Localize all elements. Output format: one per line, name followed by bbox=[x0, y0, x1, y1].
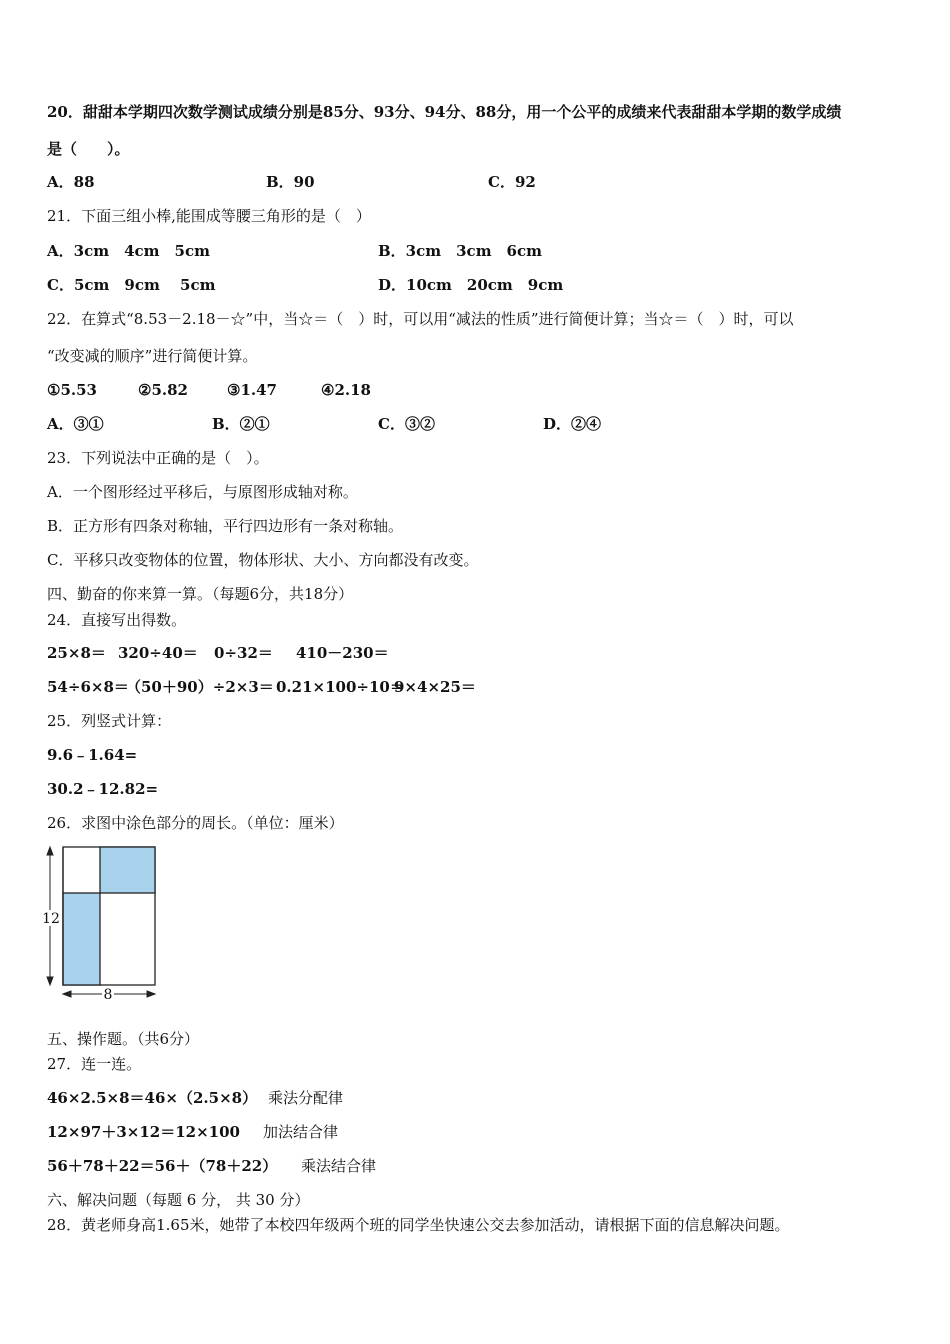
q27-right-item-2: 加法结合律 bbox=[263, 1123, 339, 1141]
q23-option-a: A．一个图形经过平移后，与原图形成轴对称。 bbox=[47, 483, 358, 501]
q25-item-2: 30.2﹣12.82= bbox=[47, 780, 159, 798]
q27-right-item-3: 乘法结合律 bbox=[301, 1157, 377, 1175]
section-4-heading: 四、勤奋的你来算一算。（每题6分，共18分） bbox=[47, 585, 354, 603]
section-5-heading: 五、操作题。（共6分） bbox=[47, 1030, 200, 1048]
q24-row2-item-3: 0.21×100÷10＝ bbox=[276, 678, 405, 696]
q27-left-item-2: 12×97＋3×12＝12×100 bbox=[47, 1123, 240, 1141]
width-arrow-right bbox=[147, 991, 155, 997]
q27-right-item-1: 乘法分配律 bbox=[268, 1089, 344, 1107]
q21-stem: 21．下面三组小棒,能围成等腰三角形的是（ ） bbox=[47, 207, 371, 225]
q22-choice-4: ④2.18 bbox=[321, 381, 371, 399]
q26-stem: 26．求图中涂色部分的周长。（单位：厘米） bbox=[47, 814, 344, 832]
q24-row1-item-1: 25×8＝ bbox=[47, 644, 106, 662]
q27-left-item-3: 56＋78＋22＝56＋（78＋22） bbox=[47, 1157, 278, 1175]
width-label: 8 bbox=[103, 987, 113, 1002]
q22-choice-2: ②5.82 bbox=[138, 381, 188, 399]
q22-option-a: A．③① bbox=[47, 415, 104, 433]
q24-row2-item-1: 54÷6×8＝ bbox=[47, 678, 129, 696]
q23-stem: 23．下列说法中正确的是（ ）。 bbox=[47, 449, 269, 467]
q22-choice-3: ③1.47 bbox=[227, 381, 277, 399]
q24-row1-item-3: 0÷32＝ bbox=[214, 644, 273, 662]
shaded-rect-left bbox=[63, 893, 100, 985]
q20-stem: 20．甜甜本学期四次数学测试成绩分别是85分、93分、94分、88分，用一个公平的成绩来代表甜甜本学期的数学成绩 bbox=[47, 103, 842, 121]
q23-option-b: B．正方形有四条对称轴，平行四边形有一条对称轴。 bbox=[47, 517, 404, 535]
q25-item-1: 9.6﹣1.64= bbox=[47, 746, 138, 764]
shaded-rect-top bbox=[100, 847, 155, 893]
q27-left-item-1: 46×2.5×8＝46×（2.5×8） bbox=[47, 1089, 258, 1107]
q23-option-c: C．平移只改变物体的位置，物体形状、大小、方向都没有改变。 bbox=[47, 551, 479, 569]
q27-stem: 27．连一连。 bbox=[47, 1055, 142, 1073]
q24-row2-item-4: 9×4×25＝ bbox=[394, 678, 476, 696]
q24-stem: 24．直接写出得数。 bbox=[47, 611, 187, 629]
height-label: 12 bbox=[42, 911, 60, 927]
q22-option-d: D．②④ bbox=[543, 415, 602, 433]
q20-stem-cont: 是（ ）。 bbox=[47, 140, 130, 158]
q22-option-c: C．③② bbox=[378, 415, 435, 433]
q22-option-b: B．②① bbox=[212, 415, 270, 433]
q24-row1-item-2: 320÷40＝ bbox=[118, 644, 198, 662]
q21-option-c: C．5cm 9cm 5cm bbox=[47, 276, 216, 294]
q22-choice-1: ①5.53 bbox=[47, 381, 97, 399]
q20-option-c: C．92 bbox=[488, 173, 536, 191]
q25-stem: 25．列竖式计算： bbox=[47, 712, 172, 730]
q21-option-b: B．3cm 3cm 6cm bbox=[378, 242, 543, 260]
q22-stem-cont: “改变减的顺序”进行简便计算。 bbox=[47, 347, 258, 365]
q24-row1-item-4: 410－230＝ bbox=[296, 644, 389, 662]
q24-row2-item-2: （50＋90）÷2×3＝ bbox=[126, 678, 274, 696]
height-arrow-top bbox=[47, 847, 53, 855]
q26-figure bbox=[40, 840, 162, 1002]
height-arrow-bottom bbox=[47, 977, 53, 985]
q21-option-a: A．3cm 4cm 5cm bbox=[47, 242, 210, 260]
q20-option-a: A．88 bbox=[47, 173, 95, 191]
q20-option-b: B．90 bbox=[266, 173, 315, 191]
q21-option-d: D．10cm 20cm 9cm bbox=[378, 276, 564, 294]
section-6-heading: 六、解决问题（每题 6 分， 共 30 分） bbox=[47, 1191, 310, 1209]
width-arrow-left bbox=[63, 991, 71, 997]
q22-stem: 22．在算式“8.53－2.18－☆”中，当☆＝（ ）时，可以用“减法的性质”进行简便计算；当☆＝（ ）时，可以 bbox=[47, 310, 794, 328]
q28-stem: 28．黄老师身高1.65米，她带了本校四年级两个班的同学坐快速公交去参加活动，请根据下面的信息解决问题。 bbox=[47, 1216, 790, 1234]
